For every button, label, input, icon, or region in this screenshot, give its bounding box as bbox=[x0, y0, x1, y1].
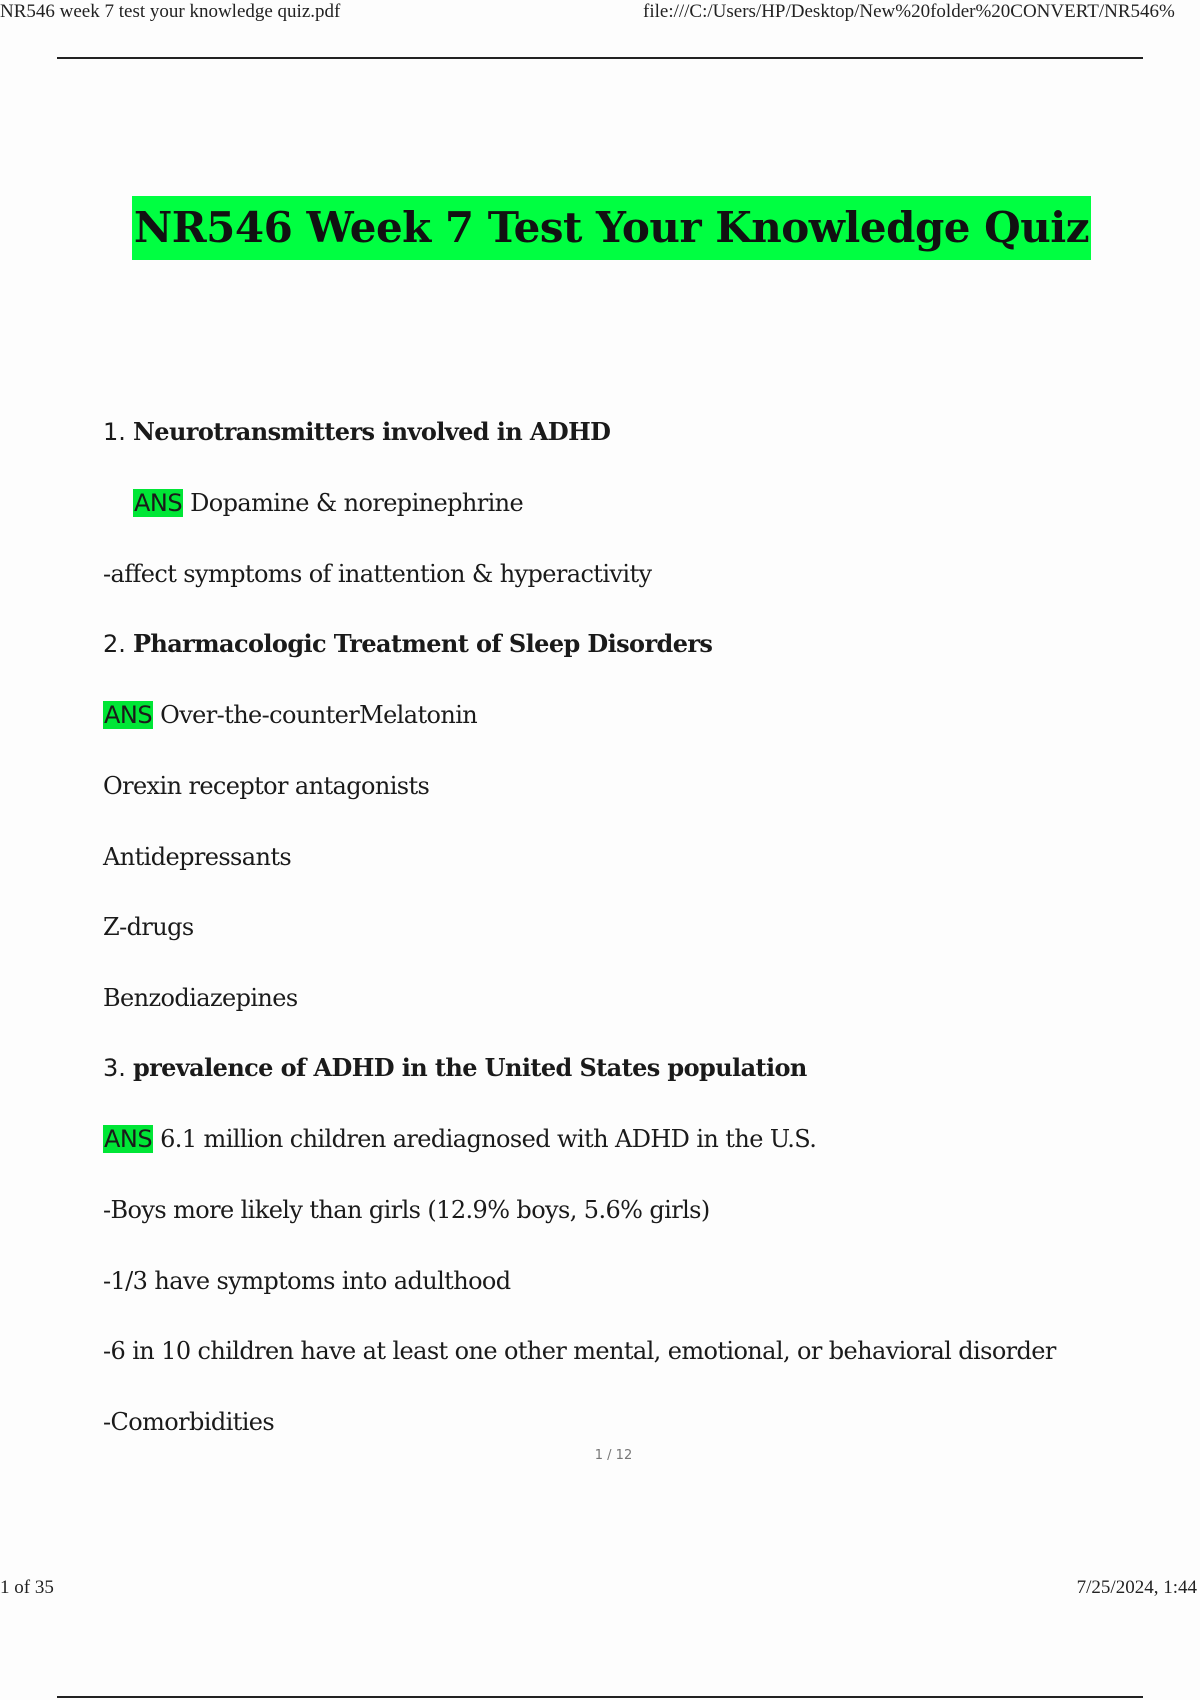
detail-line: Antidepressants bbox=[103, 843, 292, 871]
ans-label: ANS bbox=[104, 1125, 153, 1153]
question-number: 2. bbox=[103, 630, 126, 658]
question-3 bbox=[103, 1052, 807, 1084]
print-header bbox=[0, 0, 1200, 30]
answer-2 bbox=[103, 699, 477, 731]
question-text: Pharmacologic Treatment of Sleep Disorders bbox=[132, 629, 713, 658]
detail-line: -1/3 have symptoms into adulthood bbox=[103, 1267, 511, 1295]
detail-line: -6 in 10 children have at least one other mental, emotional, or behavioral disorder bbox=[103, 1337, 1056, 1365]
print-footer-timestamp: 7/25/2024, 1:44 bbox=[1076, 1577, 1197, 1598]
detail-line: -Comorbidities bbox=[103, 1408, 275, 1436]
print-header-filename: NR546 week 7 test your knowledge quiz.pdf bbox=[0, 1, 341, 22]
question-2 bbox=[103, 628, 712, 660]
question-number: 3. bbox=[103, 1054, 126, 1082]
print-header-url: file:///C:/Users/HP/Desktop/New%20folder%20CONVERT/NR546% bbox=[643, 1, 1175, 22]
question-number: 1. bbox=[103, 418, 126, 446]
question-text: Neurotransmitters involved in ADHD bbox=[132, 417, 611, 446]
answer-3 bbox=[103, 1123, 816, 1155]
print-footer-page-count: 1 of 35 bbox=[0, 1577, 54, 1598]
detail-line: Z-drugs bbox=[103, 913, 194, 941]
detail-line: Benzodiazepines bbox=[103, 984, 298, 1012]
title-container bbox=[0, 196, 1200, 260]
detail-line: -affect symptoms of inattention & hyperactivity bbox=[103, 560, 652, 588]
answer-1 bbox=[133, 487, 523, 519]
ans-label: ANS bbox=[104, 701, 153, 729]
ans-label: ANS bbox=[134, 489, 183, 517]
answer-text: 6.1 million children arediagnosed with ADHD in the U.S. bbox=[160, 1125, 817, 1153]
footer-divider bbox=[57, 1696, 1143, 1698]
question-1 bbox=[103, 416, 610, 448]
document-title: NR546 Week 7 Test Your Knowledge Quiz bbox=[132, 196, 1091, 260]
detail-line: -Boys more likely than girls (12.9% boys, 5.6% girls) bbox=[103, 1196, 710, 1224]
answer-text: Over-the-counterMelatonin bbox=[160, 701, 478, 729]
answer-text: Dopamine & norepinephrine bbox=[190, 489, 524, 517]
question-text: prevalence of ADHD in the United States population bbox=[132, 1053, 807, 1082]
header-divider bbox=[57, 57, 1143, 59]
detail-line: Orexin receptor antagonists bbox=[103, 772, 430, 800]
page-indicator: 1 / 12 bbox=[594, 1448, 633, 1463]
